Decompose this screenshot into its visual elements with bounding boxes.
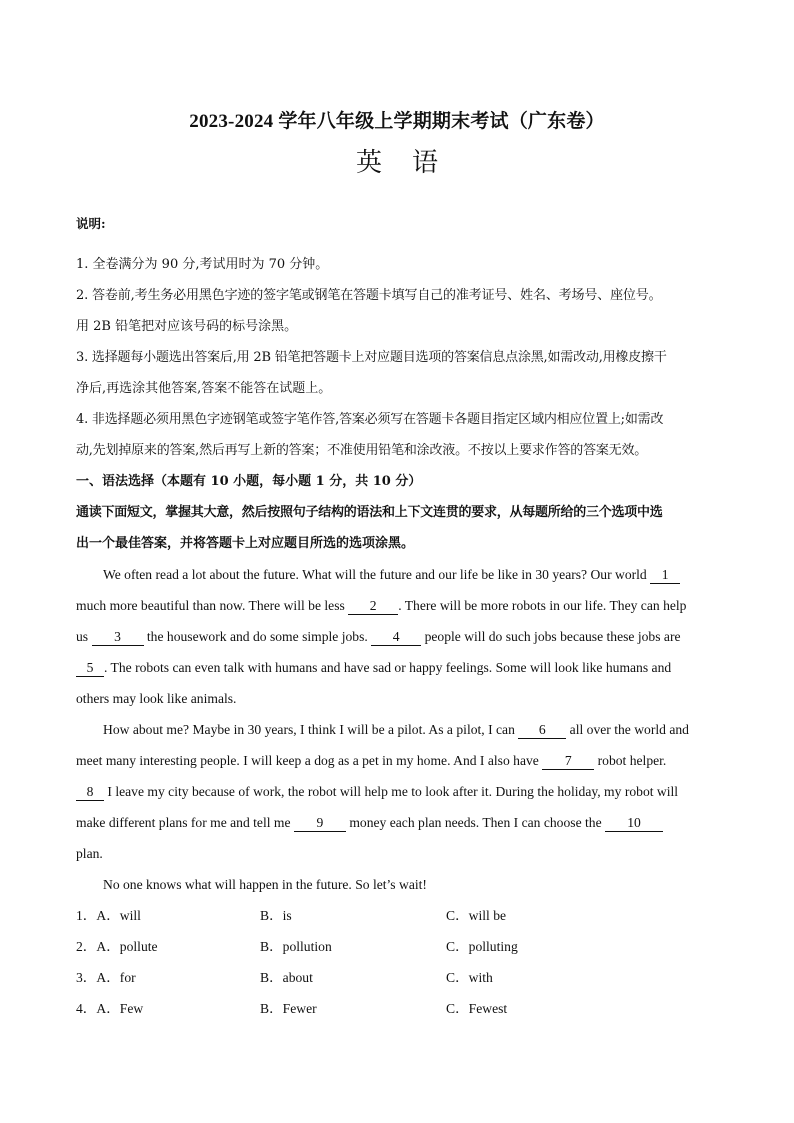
- option-c[interactable]: C．will be: [446, 908, 507, 923]
- passage-line: others may look like animals.: [76, 691, 237, 706]
- blank-1[interactable]: 1: [650, 567, 680, 584]
- option-b[interactable]: B．Fewer: [260, 1001, 317, 1016]
- option-row: [76, 962, 718, 993]
- instructions-label: 说明:: [76, 215, 106, 231]
- instruction-line: 用 2B 铅笔把对应该号码的标号涂黑。: [76, 319, 298, 334]
- blank-10[interactable]: 10: [605, 815, 663, 832]
- option-c[interactable]: C．with: [446, 970, 493, 985]
- passage-line: 5 . The robots can even talk with humans and have sad or happy feelings. Some will look like humans and: [76, 652, 718, 683]
- option-c[interactable]: C．polluting: [446, 939, 518, 954]
- option-b[interactable]: B．pollution: [260, 939, 332, 954]
- option-row: [76, 900, 718, 931]
- instruction-line: 净后,再选涂其他答案,答案不能答在试题上。: [76, 381, 332, 396]
- option-row: [76, 993, 718, 1024]
- options-list: [76, 900, 718, 1024]
- blank-4[interactable]: 4: [371, 629, 421, 646]
- section-directions: 出一个最佳答案，并将答题卡上对应题目所选的选项涂黑。: [76, 536, 415, 551]
- passage-line: us 3 the housework and do some simple jobs. 4 people will do such jobs because these jobs are: [76, 629, 681, 644]
- section-directions: 通读下面短文，掌握其大意，然后按照句子结构的语法和上下文连贯的要求，从每题所给的三个选项中选: [76, 505, 663, 520]
- passage-line: meet many interesting people. I will keep a dog as a pet in my home. And I also have 7 robot helper.: [76, 753, 667, 768]
- blank-2[interactable]: 2: [348, 598, 398, 615]
- blank-7[interactable]: 7: [542, 753, 594, 770]
- instruction-line: 动,先划掉原来的答案,然后再写上新的答案；不准使用铅笔和涂改液。不按以上要求作答的答案无效。: [76, 443, 648, 458]
- exam-content: [76, 198, 718, 1024]
- instruction-line: 3. 选择题每小题选出答案后,用 2B 铅笔把答题卡上对应题目选项的答案信息点涂黑,如需改动,用橡皮擦干: [76, 350, 667, 365]
- option-a[interactable]: 3．A．for: [76, 970, 136, 985]
- passage-line: How about me? Maybe in 30 years, I think I will be a pilot. As a pilot, I can 6 all over the world and: [103, 722, 689, 737]
- option-a[interactable]: 4．A．Few: [76, 1001, 144, 1016]
- blank-6[interactable]: 6: [518, 722, 566, 739]
- option-c[interactable]: C．Fewest: [446, 1001, 508, 1016]
- option-a[interactable]: 1．A．will: [76, 908, 141, 923]
- blank-5[interactable]: 5: [76, 660, 104, 677]
- passage-line: 8 I leave my city because of work, the robot will help me to look after it. During the holiday, my robot will: [76, 776, 718, 807]
- passage-line: We often read a lot about the future. What will the future and our life be like in 30 years? Our world 1: [76, 559, 718, 590]
- instruction-line: 4. 非选择题必须用黑色字迹钢笔或签字笔作答,答案必须写在答题卡各题目指定区域内相应位置上;如需改: [76, 412, 664, 427]
- option-row: [76, 931, 718, 962]
- blank-9[interactable]: 9: [294, 815, 346, 832]
- instruction-line: 1. 全卷满分为 90 分,考试用时为 70 分钟。: [76, 257, 329, 272]
- reading-passage: [76, 559, 718, 900]
- instruction-line: 2. 答卷前,考生务必用黑色字迹的签字笔或钢笔在答题卡填写自己的准考证号、姓名、考场号、座位号。: [76, 288, 662, 303]
- option-b[interactable]: B．about: [260, 970, 313, 985]
- section-heading: 一、语法选择（本题有 10 小题，每小题 1 分，共 10 分）: [76, 474, 422, 489]
- passage-line: plan.: [76, 846, 103, 861]
- exam-title: 2023-2024 学年八年级上学期期末考试（广东卷）: [189, 111, 605, 132]
- passage-line: make different plans for me and tell me 9 money each plan needs. Then I can choose the 10: [76, 807, 718, 838]
- option-a[interactable]: 2．A．pollute: [76, 939, 158, 954]
- passage-line: No one knows what will happen in the future. So let’s wait!: [103, 877, 427, 892]
- passage-line: much more beautiful than now. There will be less 2 . There will be more robots in our life. They can help: [76, 598, 687, 613]
- option-b[interactable]: B．is: [260, 908, 292, 923]
- subject-title: 英语: [355, 148, 468, 178]
- blank-8[interactable]: 8: [76, 784, 104, 801]
- blank-3[interactable]: 3: [92, 629, 144, 646]
